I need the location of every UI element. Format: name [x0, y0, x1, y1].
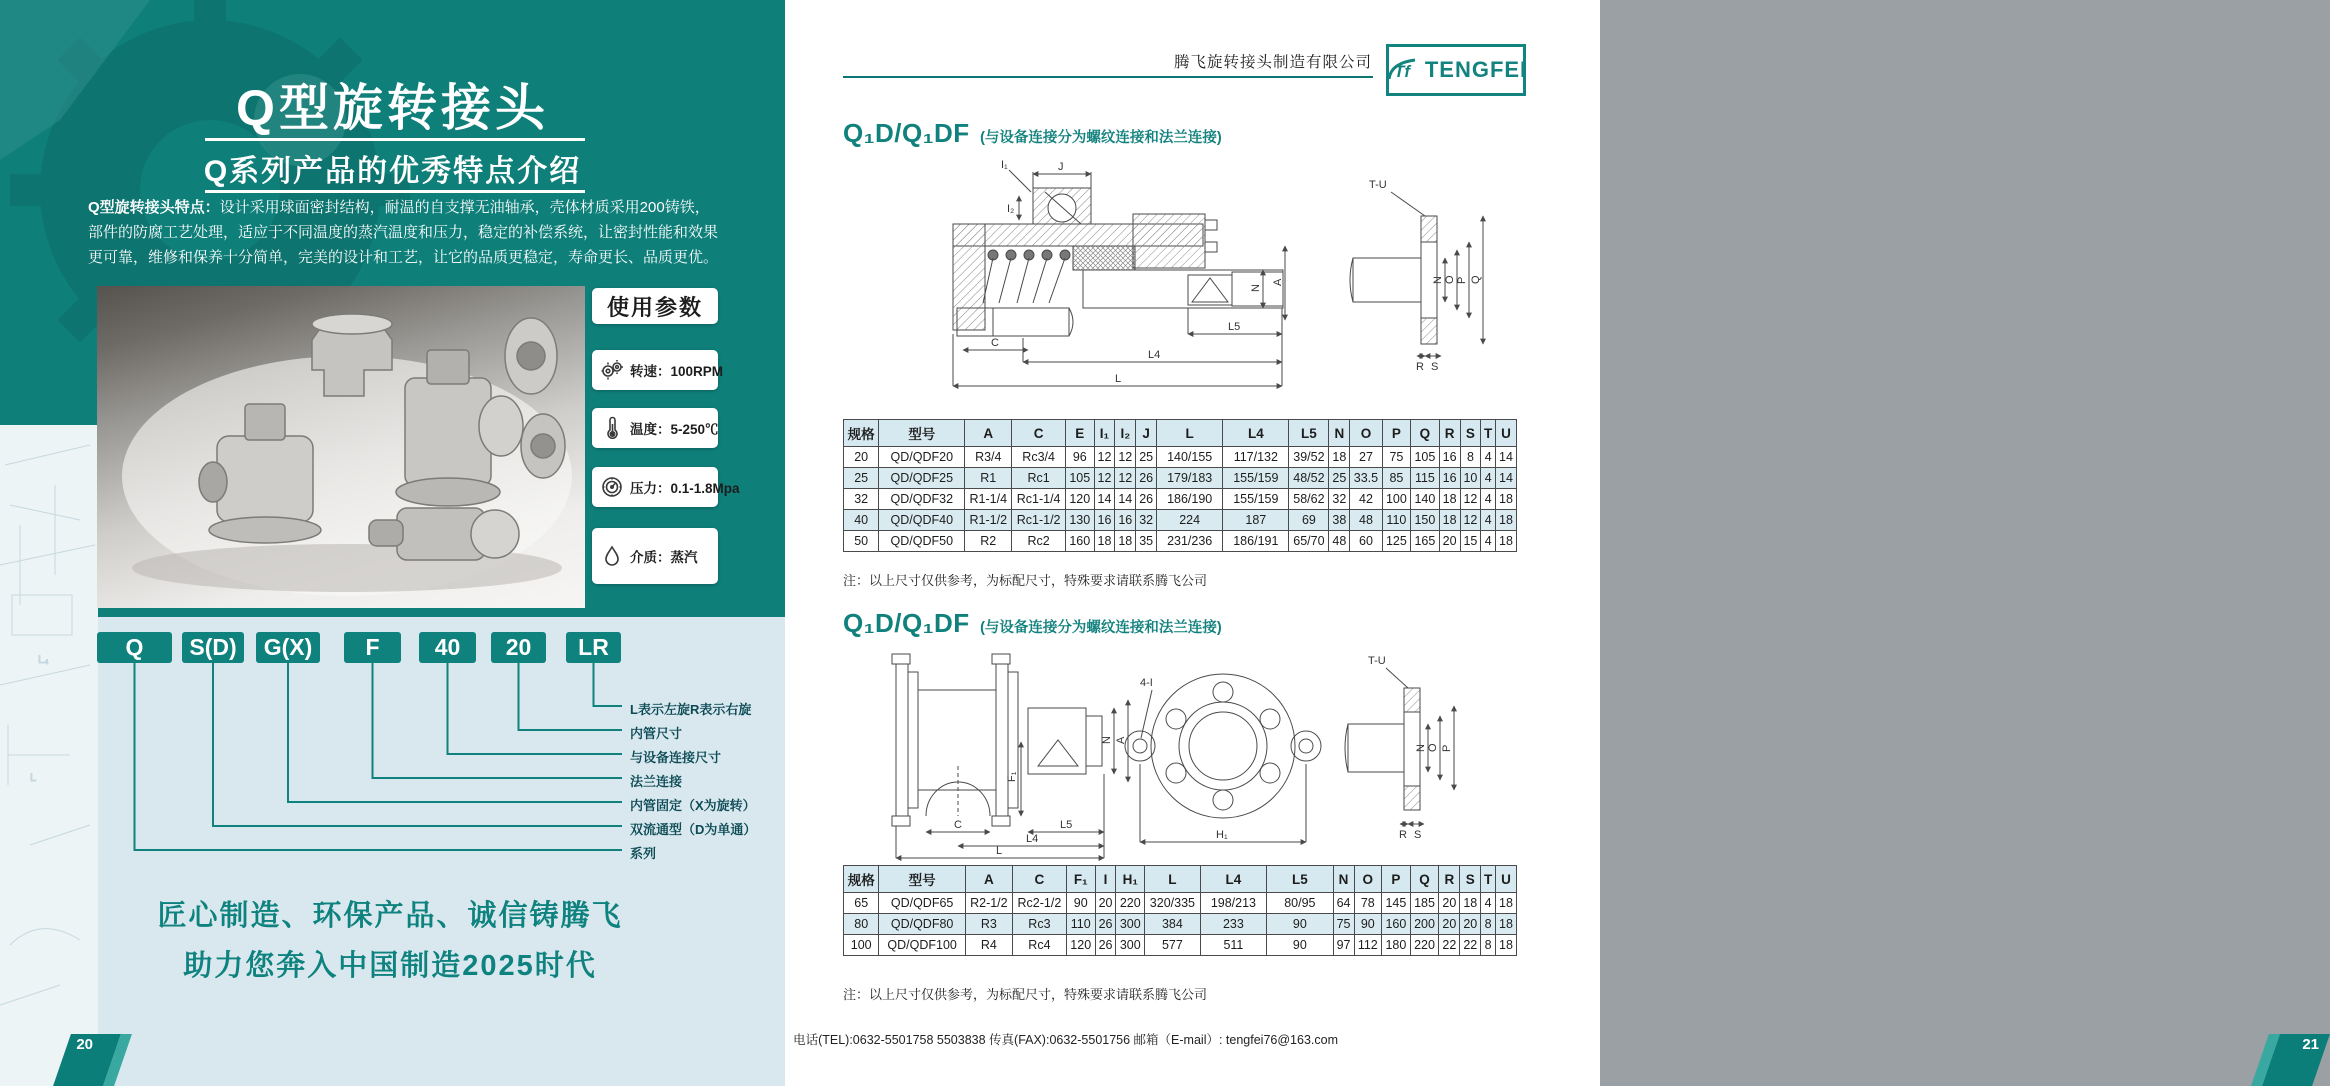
column-header: S [1460, 866, 1481, 893]
table-row [844, 914, 1517, 935]
table-cell: 18 [1495, 489, 1516, 510]
table-cell: 12 [1115, 468, 1136, 489]
dim-label: A [1115, 736, 1127, 744]
feature-paragraph [88, 196, 720, 270]
rotary-joints-illustration [97, 286, 585, 608]
table-cell: 25 [1329, 468, 1350, 489]
section1-title [843, 118, 1222, 149]
table-cell: 4 [1481, 489, 1496, 510]
table-cell: 8 [1460, 447, 1481, 468]
table-cell: Rc4 [1012, 935, 1066, 956]
table-cell: Rc2-1/2 [1012, 893, 1066, 914]
page-subtitle: Q系列产品的优秀特点介绍 [203, 155, 582, 188]
table-cell: 25 [1136, 447, 1157, 468]
model-code-box-tube-size: 20 [491, 632, 546, 663]
column-header: N [1333, 866, 1354, 893]
title-divider-bottom [205, 190, 585, 193]
dim-label: T-U [1368, 655, 1386, 667]
page-number-right: 21 [2302, 1036, 2320, 1053]
right-page [785, 0, 2320, 1086]
table-row [844, 489, 1517, 510]
table-cell: Rc1-1/4 [1012, 489, 1066, 510]
table-row [844, 447, 1517, 468]
table-cell: 160 [1382, 914, 1411, 935]
column-header: 规格 [844, 866, 879, 893]
column-header: T [1481, 866, 1496, 893]
table-cell: 150 [1411, 510, 1440, 531]
table-cell: 155/159 [1223, 489, 1289, 510]
table-cell: 115 [1411, 468, 1440, 489]
table-cell: 125 [1382, 531, 1411, 552]
slogan-line-2: 助力您奔入中国制造2025时代 [183, 950, 597, 982]
section2-table-wrap [843, 865, 1517, 956]
section1-footnote: 注：以上尺寸仅供参考，为标配尺寸，特殊要求请联系腾飞公司 [843, 573, 1208, 588]
table-cell: 220 [1116, 893, 1145, 914]
table-cell: 18 [1439, 489, 1460, 510]
table-cell: 20 [1095, 893, 1116, 914]
column-header: U [1495, 420, 1516, 447]
dim-label: O [1444, 275, 1456, 284]
table-cell: 14 [1094, 489, 1115, 510]
params-header [592, 288, 718, 324]
param-speed-label: 转速：100RPM [630, 364, 724, 379]
dimension-table-1 [843, 419, 1517, 552]
table-row [844, 531, 1517, 552]
table-cell: 18 [1439, 510, 1460, 531]
dim-label: P [1441, 744, 1453, 752]
dim-label: I₂ [1007, 203, 1015, 215]
gears-icon [600, 358, 624, 382]
dim-label: L5 [1228, 321, 1241, 333]
dim-label: F₁ [1006, 771, 1018, 782]
section1-note: (与设备连接分为螺纹连接和法兰连接) [980, 130, 1222, 146]
dim-label: N [1415, 744, 1427, 752]
column-header: R [1439, 420, 1460, 447]
table-cell: 233 [1200, 914, 1266, 935]
table-cell: 32 [844, 489, 879, 510]
dim-label: L4 [1026, 833, 1039, 845]
table-cell: 12 [1115, 447, 1136, 468]
droplet-icon [600, 544, 624, 568]
table-cell: 100 [1382, 489, 1411, 510]
table-cell: 26 [1136, 468, 1157, 489]
params-header-label: 使用参数 [606, 294, 703, 320]
model-code-box-conn-size: 40 [419, 632, 476, 663]
dim-label: S [1431, 361, 1439, 373]
table-cell: 18 [1495, 510, 1516, 531]
table-cell: 69 [1289, 510, 1329, 531]
table-cell: 40 [844, 510, 879, 531]
column-header: P [1382, 420, 1411, 447]
table-cell: 75 [1333, 914, 1354, 935]
section1-technical-drawing [933, 158, 1493, 413]
svg-text:L: L [30, 772, 37, 784]
badge-stripe [103, 1034, 132, 1086]
header-rule [843, 76, 1373, 78]
section1-table-wrap [843, 419, 1517, 552]
table-cell: 18 [1495, 935, 1516, 956]
column-header: F₁ [1066, 866, 1095, 893]
table-cell: 140 [1411, 489, 1440, 510]
dim-label: 4-I [1140, 677, 1153, 689]
table-cell: 18 [1495, 893, 1516, 914]
dim-label: L [996, 845, 1003, 857]
table-cell: 117/132 [1223, 447, 1289, 468]
table-cell: 231/236 [1157, 531, 1223, 552]
dim-label: J [1058, 161, 1064, 173]
logo-text: TENGFEI [1424, 57, 1528, 82]
column-header: L [1145, 866, 1201, 893]
dim-label: N [1250, 284, 1262, 292]
column-header: I₁ [1094, 420, 1115, 447]
feature-text: 设计采用球面密封结构，耐温的自支撑无油轴承，壳体材质采用200铸铁，部件的防腐工艺处理，适应于不同温度的蒸汽温度和压力，稳定的补偿系统，让密封性能和效果更可靠，维修和保养十分简单，完美的设计和工艺，让它的品质更稳定，寿命更长、品质更优。 [88, 199, 719, 266]
table-cell: 20 [844, 447, 879, 468]
tengfei-monogram-icon [1385, 53, 1421, 87]
table-cell: QD/QDF100 [879, 935, 965, 956]
dim-label: A [1272, 278, 1284, 286]
table-cell: 22 [1460, 935, 1481, 956]
table-cell: QD/QDF50 [879, 531, 965, 552]
table-cell: 18 [1460, 893, 1481, 914]
table-cell: Rc2 [1012, 531, 1066, 552]
column-header: Q [1411, 420, 1440, 447]
table-row [844, 893, 1517, 914]
column-header: U [1495, 866, 1516, 893]
feature-lead: Q型旋转接头特点： [88, 199, 220, 216]
table-cell: 300 [1116, 914, 1145, 935]
table-cell: 12 [1460, 489, 1481, 510]
column-header: C [1012, 866, 1066, 893]
column-header: L4 [1200, 866, 1266, 893]
table-cell: 300 [1116, 935, 1145, 956]
table-cell: 78 [1354, 893, 1382, 914]
model-code-label-conn-size: 与设备连接尺寸 [630, 750, 722, 765]
table-cell: 12 [1094, 468, 1115, 489]
table-cell: 90 [1354, 914, 1382, 935]
table-cell: 48 [1329, 531, 1350, 552]
column-header: L5 [1289, 420, 1329, 447]
column-header: O [1350, 420, 1382, 447]
table-cell: 65/70 [1289, 531, 1329, 552]
table-cell: Rc3 [1012, 914, 1066, 935]
table-cell: 12 [1460, 510, 1481, 531]
company-name: 腾飞旋转接头制造有限公司 [1173, 54, 1372, 71]
table-cell: QD/QDF65 [879, 893, 965, 914]
dim-label: L5 [1060, 819, 1073, 831]
table-cell: 39/52 [1289, 447, 1329, 468]
dim-label: L [1115, 373, 1122, 385]
table-cell: 120 [1066, 489, 1095, 510]
table-cell: 35 [1136, 531, 1157, 552]
column-header: I [1095, 866, 1116, 893]
table-cell: 32 [1329, 489, 1350, 510]
table-cell: 112 [1354, 935, 1382, 956]
table-cell: 14 [1495, 468, 1516, 489]
model-code-box-rotation: LR [566, 632, 621, 663]
page-number-left: 20 [76, 1036, 94, 1053]
column-header: O [1354, 866, 1382, 893]
table-cell: 16 [1439, 468, 1460, 489]
dim-label: S [1414, 829, 1422, 841]
table-cell: 220 [1410, 935, 1439, 956]
table-cell: 8 [1481, 914, 1496, 935]
table-cell: 8 [1481, 935, 1496, 956]
table-cell: 48 [1350, 510, 1382, 531]
dim-label: N [1432, 276, 1444, 284]
table-cell: 160 [1066, 531, 1095, 552]
dim-label: Q [1470, 275, 1482, 284]
table-cell: QD/QDF32 [879, 489, 965, 510]
table-cell: 4 [1481, 468, 1496, 489]
param-temperature [592, 408, 718, 448]
table-cell: 26 [1095, 935, 1116, 956]
column-header: L5 [1267, 866, 1333, 893]
column-header: R [1439, 866, 1460, 893]
table-cell: 224 [1157, 510, 1223, 531]
dim-label: R [1416, 361, 1424, 373]
table-cell: 65 [844, 893, 879, 914]
table-cell: 18 [1329, 447, 1350, 468]
dim-label: O [1427, 743, 1439, 752]
model-code-label-flange: 法兰连接 [630, 774, 683, 789]
table-cell: QD/QDF20 [879, 447, 965, 468]
table-cell: 120 [1066, 935, 1095, 956]
table-cell: 85 [1382, 468, 1411, 489]
param-medium [592, 528, 718, 584]
table-cell: 4 [1481, 531, 1496, 552]
table-cell: 96 [1066, 447, 1095, 468]
table-cell: 4 [1481, 447, 1496, 468]
table-cell: 145 [1382, 893, 1411, 914]
model-code-box-flange: F [344, 632, 401, 663]
table-cell: QD/QDF40 [879, 510, 965, 531]
section2-title [843, 608, 1222, 639]
table-cell: 90 [1066, 893, 1095, 914]
table-cell: R1-1/4 [965, 489, 1012, 510]
table-cell: 200 [1410, 914, 1439, 935]
dim-label: H₁ [1216, 829, 1228, 841]
model-code-label-fix: 内管固定（X为旋转） [630, 798, 756, 813]
table-cell: 20 [1439, 914, 1460, 935]
table-cell: 180 [1382, 935, 1411, 956]
table-cell: 110 [1066, 914, 1095, 935]
table-cell: R1 [965, 468, 1012, 489]
dim-label: T-U [1369, 179, 1387, 191]
table-cell: 20 [1439, 893, 1460, 914]
table-cell: R2-1/2 [965, 893, 1012, 914]
table-cell: 185 [1410, 893, 1439, 914]
table-cell: 27 [1350, 447, 1382, 468]
model-code-box-flow: S(D) [182, 632, 244, 663]
table-row [844, 468, 1517, 489]
column-header: I₂ [1115, 420, 1136, 447]
dim-label: C [954, 819, 962, 831]
table-cell: 187 [1223, 510, 1289, 531]
page-number-badge-right [2262, 1034, 2330, 1086]
table-cell: 80/95 [1267, 893, 1333, 914]
param-pressure [592, 467, 740, 507]
table-cell: 4 [1481, 510, 1496, 531]
table-row [844, 510, 1517, 531]
table-cell: 97 [1333, 935, 1354, 956]
table-cell: 58/62 [1289, 489, 1329, 510]
column-header: L4 [1223, 420, 1289, 447]
column-header: Q [1410, 866, 1439, 893]
table-cell: R4 [965, 935, 1012, 956]
table-cell: R3 [965, 914, 1012, 935]
table-cell: 16 [1439, 447, 1460, 468]
column-header: 型号 [879, 420, 965, 447]
table-cell: 48/52 [1289, 468, 1329, 489]
table-row [844, 935, 1517, 956]
table-cell: 511 [1200, 935, 1266, 956]
table-cell: 105 [1411, 447, 1440, 468]
column-header: 型号 [879, 866, 965, 893]
table-cell: 186/190 [1157, 489, 1223, 510]
table-cell: QD/QDF80 [879, 914, 965, 935]
column-header: L [1157, 420, 1223, 447]
dim-label: I₁ [1001, 159, 1008, 171]
table-cell: R3/4 [965, 447, 1012, 468]
model-code-box-fix: G(X) [256, 632, 320, 663]
table-cell: 20 [1439, 531, 1460, 552]
param-pressure-label: 压力：0.1-1.8Mpa [630, 481, 740, 496]
table-cell: Rc3/4 [1012, 447, 1066, 468]
table-cell: 16 [1115, 510, 1136, 531]
column-header: 规格 [844, 420, 879, 447]
table-cell: 105 [1066, 468, 1095, 489]
table-cell: 14 [1115, 489, 1136, 510]
slogan-line-1: 匠心制造、环保产品、诚信铸腾飞 [157, 900, 623, 932]
table-cell: 18 [1495, 531, 1516, 552]
table-cell: 32 [1136, 510, 1157, 531]
table-cell: Rc1-1/2 [1012, 510, 1066, 531]
dimension-table-2 [843, 865, 1517, 956]
column-header: A [965, 866, 1012, 893]
dim-label: L4 [1148, 349, 1161, 361]
column-header: T [1481, 420, 1496, 447]
model-code-label-rotation: L表示左旋R表示右旋 [630, 702, 752, 717]
section1-model: Q₁D/Q₁DF [843, 118, 970, 148]
column-header: E [1066, 420, 1095, 447]
column-header: N [1329, 420, 1350, 447]
model-code-label-flow: 双流通型（D为单通） [630, 822, 757, 837]
column-header: J [1136, 420, 1157, 447]
table-cell: 18 [1495, 914, 1516, 935]
contact-footer: 电话(TEL):0632-5501758 5503838 传真(FAX):0632-5501756 邮箱（E-mail）: tengfei76@163.com [793, 1033, 1338, 1047]
svg-text:L₄: L₄ [38, 654, 49, 666]
table-cell: 100 [844, 935, 879, 956]
page-title: Q型旋转接头 [236, 80, 549, 136]
table-cell: 15 [1460, 531, 1481, 552]
table-cell: 12 [1094, 447, 1115, 468]
left-page [0, 0, 785, 1086]
table-cell: 320/335 [1145, 893, 1201, 914]
table-cell: 64 [1333, 893, 1354, 914]
table-cell: 50 [844, 531, 879, 552]
badge-stripe [2251, 1034, 2280, 1086]
table-cell: 90 [1267, 914, 1333, 935]
table-cell: 60 [1350, 531, 1382, 552]
dim-label: C [991, 337, 999, 349]
table-cell: 33.5 [1350, 468, 1382, 489]
table-cell: 38 [1329, 510, 1350, 531]
table-cell: 18 [1094, 531, 1115, 552]
table-cell: 18 [1115, 531, 1136, 552]
table-cell: 155/159 [1223, 468, 1289, 489]
table-cell: 22 [1439, 935, 1460, 956]
title-divider-top [205, 138, 585, 141]
table-cell: 577 [1145, 935, 1201, 956]
table-cell: Rc1 [1012, 468, 1066, 489]
dim-label: P [1456, 276, 1468, 284]
dim-label: R [1399, 829, 1407, 841]
param-speed [592, 350, 724, 390]
model-code-box-series: Q [97, 632, 172, 663]
section2-technical-drawing [878, 646, 1478, 861]
table-cell: 179/183 [1157, 468, 1223, 489]
column-header: C [1012, 420, 1066, 447]
param-medium-label: 介质：蒸汽 [630, 550, 698, 565]
model-code-label-tube-size: 内管尺寸 [630, 726, 683, 741]
table-cell: 130 [1066, 510, 1095, 531]
table-cell: 80 [844, 914, 879, 935]
company-logo [1386, 44, 1526, 96]
dim-label: N [1101, 736, 1113, 744]
table-cell: 186/191 [1223, 531, 1289, 552]
table-cell: 75 [1382, 447, 1411, 468]
table-cell: 26 [1136, 489, 1157, 510]
section2-footnote: 注：以上尺寸仅供参考，为标配尺寸，特殊要求请联系腾飞公司 [843, 987, 1208, 1002]
table-cell: 140/155 [1157, 447, 1223, 468]
table-cell: 10 [1460, 468, 1481, 489]
table-cell: R2 [965, 531, 1012, 552]
section2-note: (与设备连接分为螺纹连接和法兰连接) [980, 620, 1222, 636]
table-cell: 384 [1145, 914, 1201, 935]
table-cell: QD/QDF25 [879, 468, 965, 489]
table-cell: R1-1/2 [965, 510, 1012, 531]
table-cell: 4 [1481, 893, 1496, 914]
table-cell: 90 [1267, 935, 1333, 956]
column-header: H₁ [1116, 866, 1145, 893]
column-header: S [1460, 420, 1481, 447]
table-cell: 198/213 [1200, 893, 1266, 914]
param-temperature-label: 温度：5-250℃ [630, 422, 719, 437]
monogram-text: Tf [1393, 62, 1410, 81]
table-cell: 110 [1382, 510, 1411, 531]
column-header: A [965, 420, 1012, 447]
table-cell: 165 [1411, 531, 1440, 552]
pressure-gauge-icon [600, 475, 624, 499]
table-cell: 16 [1094, 510, 1115, 531]
product-photo [97, 286, 585, 608]
table-cell: 14 [1495, 447, 1516, 468]
table-cell: 26 [1095, 914, 1116, 935]
section2-model: Q₁D/Q₁DF [843, 608, 970, 638]
table-cell: 42 [1350, 489, 1382, 510]
model-code-label-series: 系列 [630, 846, 657, 861]
column-header: P [1382, 866, 1411, 893]
table-cell: 20 [1460, 914, 1481, 935]
blueprint-sketch [0, 425, 98, 1086]
table-cell: 25 [844, 468, 879, 489]
thermometer-icon [600, 416, 624, 440]
